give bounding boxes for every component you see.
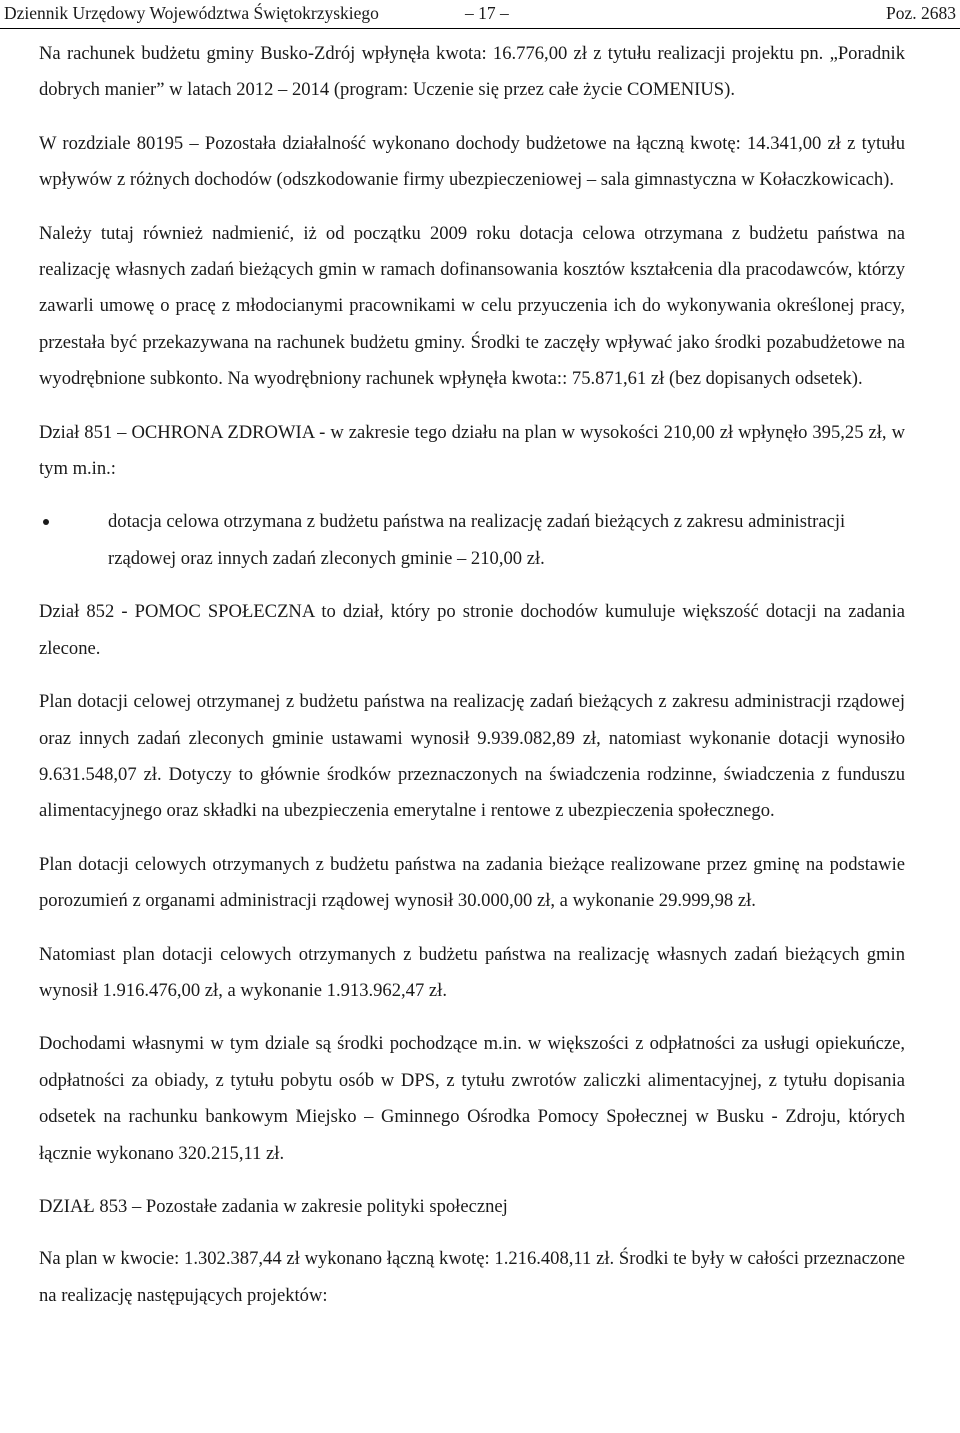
paragraph-dotacja-mlodociani: Należy tutaj również nadmienić, iż od początku 2009 roku dotacja celowa otrzymana z budżetu państwa na realizację własnych zadań bieżących gmin w ramach dofinansowania kosztów kształcenia dla pracodawców, którzy zawarli umowę o pracę z młodocianymi pracownikami w celu przyuczenia ich do wykonywania określonej pracy, przestała być przekazywana na rachunek budżetu gminy. Środki te zaczęły wpływać jako środki pozabudżetowe na wyodrębnione subkonto. Na wyodrębniony rachunek wpłynęła kwota:: 75.871,61 zł (bez dopisanych odsetek). bbox=[39, 222, 905, 390]
paragraph-dzial-853-plan: Na plan w kwocie: 1.302.387,44 zł wykonano łączną kwotę: 1.216.408,11 zł. Środki te były w całości przeznaczone na realizację następujących projektów: bbox=[39, 1248, 905, 1306]
position-number: Poz. 2683 bbox=[886, 3, 956, 23]
page-header bbox=[0, 0, 960, 29]
paragraph-comenius-project: Na rachunek budżetu gminy Busko-Zdrój wpłynęła kwota: 16.776,00 zł z tytułu realizacji projektu pn. „Poradnik dobrych manier” w latach 2012 – 2014 (program: Uczenie się przez całe życie COMENIUS). bbox=[39, 43, 905, 101]
paragraph-plan-dotacji-porozumienia: Plan dotacji celowych otrzymanych z budżetu państwa na zadania bieżące realizowane przez gminę na podstawie porozumień z organami administracji rządowej wynosił 30.000,00 zł, a wykonanie 29.999,98 zł. bbox=[39, 853, 905, 912]
bullet-icon bbox=[43, 519, 49, 525]
list-item-text: dotacja celowa otrzymana z budżetu państwa na realizację zadań bieżących z zakresu administracji rządowej oraz innych zadań zleconych gminie – 210,00 zł. bbox=[108, 511, 846, 569]
document-body bbox=[39, 36, 905, 1331]
paragraph-plan-dotacji-wlasnych: Natomiast plan dotacji celowych otrzymanych z budżetu państwa na realizację własnych zadań bieżących gmin wynosił 1.916.476,00 zł, a wykonanie 1.913.962,47 zł. bbox=[39, 943, 905, 1001]
bullet-list bbox=[39, 504, 905, 577]
journal-title: Dziennik Urzędowy Województwa Świętokrzyskiego bbox=[4, 3, 379, 23]
paragraph-dzial-852: Dział 852 - POMOC SPOŁECZNA to dział, który po stronie dochodów kumuluje większość dotacji na zadania zlecone. bbox=[39, 601, 905, 659]
page-number: – 17 – bbox=[465, 3, 509, 23]
list-item bbox=[39, 504, 905, 577]
paragraph-plan-dotacji-celowej: Plan dotacji celowej otrzymanej z budżetu państwa na realizację zadań bieżących z zakresu administracji rządowej oraz innych zadań zleconych gminie ustawami wynosił 9.939.082,89 zł, natomiast wykonanie dotacji wynosiło 9.631.548,07 zł. Dotyczy to głównie środków przeznaczonych na świadczenia rodzinne, świadczenia z funduszu alimentacyjnego oraz składki na ubezpieczenia emerytalne i rentowe z ubezpieczenia społecznego. bbox=[39, 691, 905, 822]
section-heading-dzial-853: DZIAŁ 853 – Pozostałe zadania w zakresie polityki społecznej bbox=[39, 1195, 508, 1217]
paragraph-dzial-851: Dział 851 – OCHRONA ZDROWIA - w zakresie tego działu na plan w wysokości 210,00 zł wpłynęło 395,25 zł, w tym m.in.: bbox=[39, 421, 905, 480]
paragraph-dochody-wlasne: Dochodami własnymi w tym dziale są środki pochodzące m.in. w większości z odpłatności za usługi opiekuńcze, odpłatności za obiady, z tytułu pobytu osób w DPS, z tytułu zwrotów zaliczki alimentacyjnej, z tytułu dopisania odsetek na rachunku bankowym Miejsko – Gminnego Ośrodka Pomocy Społecznej w Busku - Zdroju, których łącznie wykonano 320.215,11 zł. bbox=[39, 1033, 905, 1164]
paragraph-rozdzial-80195: W rozdziale 80195 – Pozostała działalność wykonano dochody budżetowe na łączną kwotę: 14.341,00 zł z tytułu wpływów z różnych dochodów (odszkodowanie firmy ubezpieczeniowej – sala gimnastyczna w Kołaczkowicach). bbox=[39, 132, 905, 191]
